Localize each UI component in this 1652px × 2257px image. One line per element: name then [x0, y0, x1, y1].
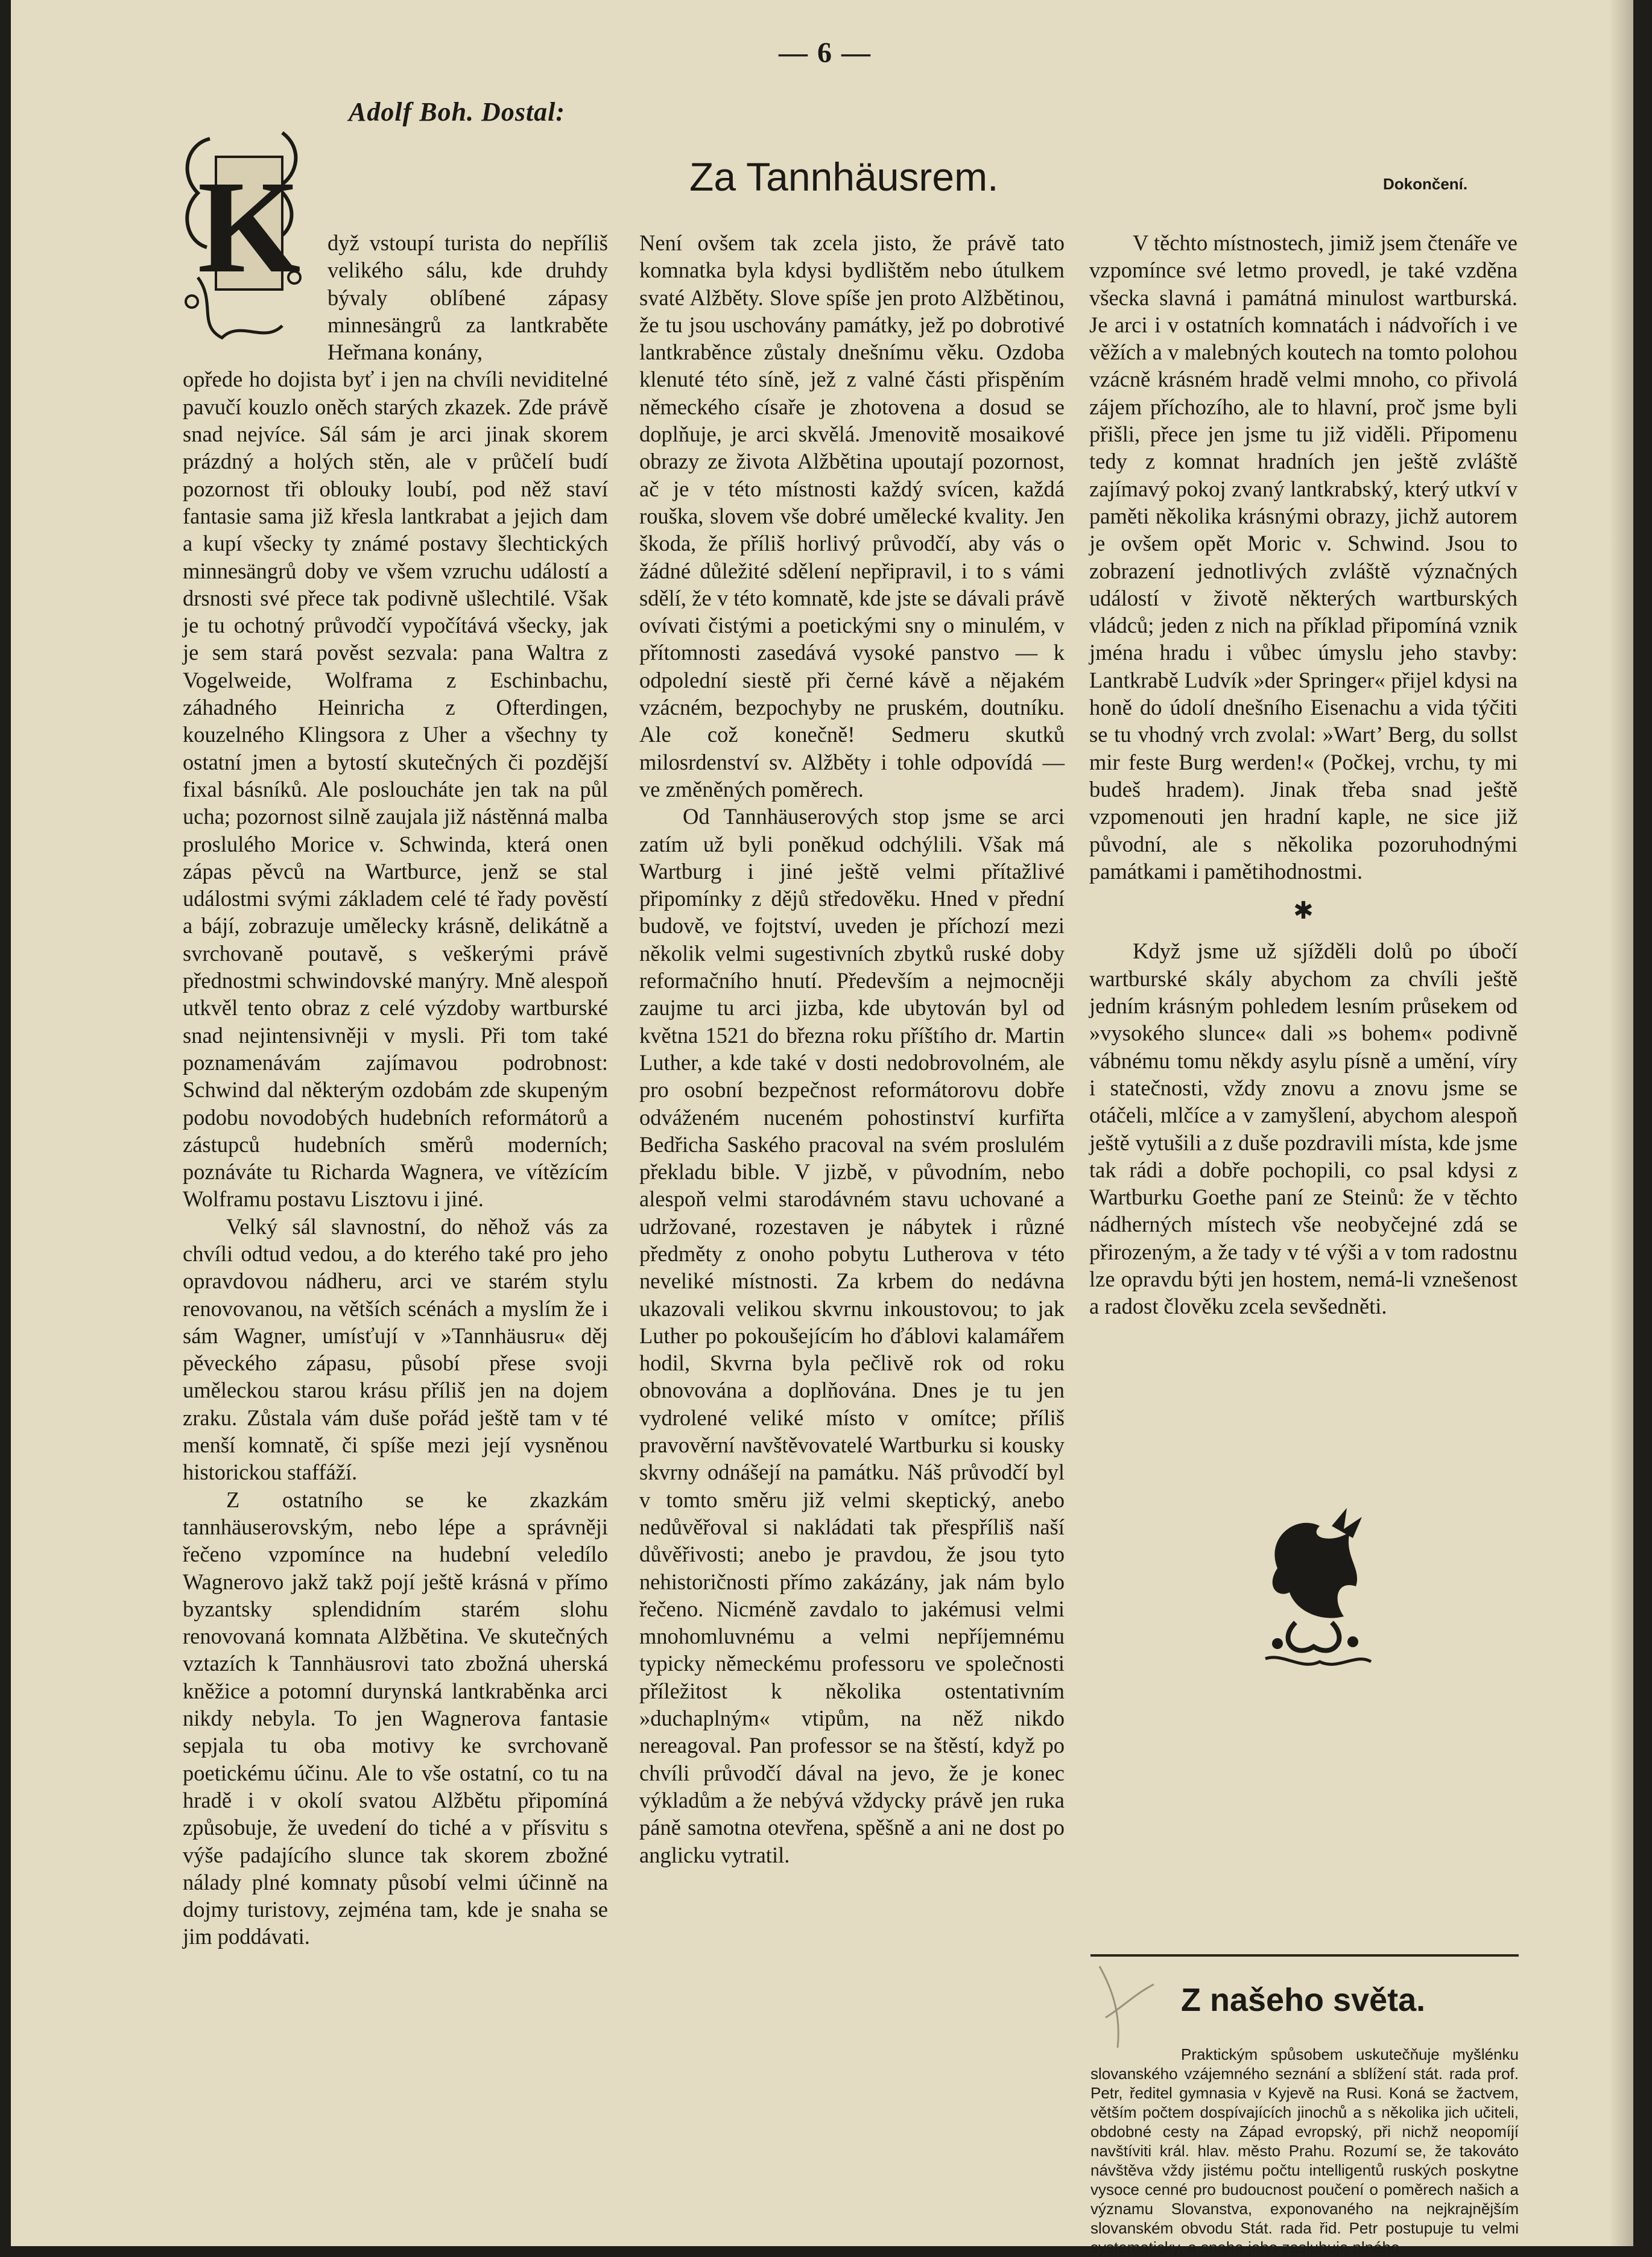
paragraph: Z ostatního se ke zkazkám tannhäuserovským, nebo lépe a správněji řečeno vzpomínce na hudební veledílo Wagnerovo jakž takž pojí ještě krásná v přímo byzantsky splendidním starém slohu renovovaná komnata Alžbětina. Ve skutečných vztazích k Tannhäusrovi tato zbožná uherská kněžice a potomní durynská lantkraběnka arci nikdy nebyla. To jen Wagnerova fantasie sepjala tu oba motivy ke svrchovaně poetickému účinu. Ale to vše ostatní, co tu na hradě i v okolí svatou Alžbětu připomíná způsobuje, že uvedení do tiché a v přísvitu s výše padajícího slunce tak skorem zbožné nálady plné komnaty působí velmi účinně na dojmy turistovy, zejména tam, kde je snaha se jim poddávati.	[183, 1487, 608, 1949]
paragraph: Od Tannhäuserových stop jsme se arci zatím už byli poněkud odchýlili. Však má Wartburg i jiné ještě velmi přítažlivé připomínky z dějů středověku. Hned v přední budově, ve fojtství, uveden je příchozí mezi několik velmi sugestivních zbytků ruské doby reformačního hnutí. Především a nejmocněji zaujme tu arci jizba, kde ubytován byl od května 1521 do března roku příštího dr. Martin Luther, a kde také v dosti nedobrovolném, ale pro osobní bezpečnost reformátorovu dobře odváženém nuceném pohostinství kurfiřta Bedřicha Saského pracoval na svém proslulém překladu bible. V jizbě, v původním, nebo alespoň velmi starodávném stavu uchované a udržované, rozestaven je nábytek i různé předměty z onoho pobytu Lutherova v této neveliké místnosti. Za krbem do nedávna ukazovali velikou skvrnu inkoustovou; to jak Luther po pokoušejícím ho ďáblovi kalamářem hodil, Skvrna byla pečlivě rok od roku obnovována a doplňována. Dnes je tu jen vydrolené veliké místo v omítce; příliš pravověrní navštěvovatelé Wartburku si kousky skvrny odnášejí na památku. Náš průvodčí byl v tomto směru již velmi skeptický, anebo nedůvěřoval si nakládati tak přespříliš naší důvěřivosti; anebo je pravdou, že jsou tyto nehistoričnosti přímo zakázány, jak nám bylo řečeno. Nicméně zavdalo to jakémusi velmi mnohomluvnému a velmi nepříjemnému typicky německému professoru ve společnosti příležitost k několika ostentativním »duchaplným« vtipům, na něž nikdo nereagoval. Pan professor se na štěstí, když po chvíli průvodčí dával na jevo, že je konec výkladům a že nebývá vždycky právě jen ruka páně samotna otevřena, spěšně a ani ne dost po anglicku vytratil.	[639, 804, 1065, 1867]
news-column	[1090, 2045, 1519, 2257]
column-1	[183, 229, 608, 1951]
svg-text:K: K	[197, 153, 301, 300]
section-separator: ✱	[1293, 897, 1314, 925]
author-byline: Adolf Boh. Dostal:	[349, 97, 566, 127]
paragraph: Není ovšem tak zcela jisto, že právě tato komnatka byla kdysi bydlištěm nebo útulkem svaté Alžběty. Slove spíše jen proto Alžbětinou, že tu jsou uschovány památky, jež po dobrotivé lantkraběnce zůstaly dnešnímu věku. Ozdoba klenuté této síně, jež z valné části přispěním německého císaře je zhotovena a dosud se doplňuje, je arci skvělá. Jmenovitě mosaikové obrazy ze života Alžbětina upoutají pozornost, ač je v této místnosti každý svícen, každá rouška, slovem vše dobré umělecké kvality. Jen škoda, že příliš horlivý průvodčí, aby vás o žádné důležité sdělení nepřipravil, i to s vámi sdělí, že v této komnatě, kde jste se dávali právě ovívati čistými a poetickými sny o minulém, v přítomnosti zasedává vysoké panstvo — k odpolední siestě při černé kávě a nějakém vzácném, bezpochyby ne pruském, doutníku. Ale což konečně! Sedmeru skutků milosrdenství sv. Alžběty i tohle odpovídá — ve změněných poměrech.	[639, 230, 1065, 802]
paragraph: opřede ho dojista byť i jen na chvíli neviditelné pavučí kouzlo oněch starých zkazek. Zde právě snad nejvíce. Sál sám je arci jinak skorem prázdný a holých stěn, ale v průčelí budí pozornost tři oblouky loubí, pod něž staví fantasie sama již křesla lantkrabat a jejich dam a kupí všecky ty známé postavy šlechtických minnesängrů doby ve všem vzruchu událostí a drsnosti své přece tak podivně ušlechtilé. Však je tu ochotný průvodčí vypočítává všecky, jak je sem stará pověst sezvala: pana Waltra z Vogelweide, Wolframa z Eschinbachu, záhadného Heinricha z Ofterdingen, kouzelného Klingsora z Uher a všechny ty ostatní jmen a bytostí skutečných či pozdější fixal básníků. Ale posloucháte jen tak na půl ucha; pozornost silně zaujala již nástěnná malba proslulého Morice v. Schwinda, která onen zápas pěvců na Wartburce, jenž se stal událostmi svými základem celé té řady pověstí a bájí, zobrazuje umělecky krásně, delikátně a svrchovaně poutavě, s veškerými právě přednostmi schwindovské manýry. Mně alespoň utkvěl tento obraz z celé výzdoby wartburské snad nejintensivněji v mysli. Při tom také poznamenávám zajímavou podrobnost: Schwind dal některým ozdobám zde skupeným podobu novodobých hudebních reformátorů a zástupců hudebních směrů moderních; poznáváte tu Richarda Wagnera, ve vítězícím Wolframu postavu Lisztovu i jiné.	[183, 367, 608, 1212]
dragon-vignette-icon	[1241, 1502, 1386, 1677]
paragraph: Když jsme už sjížděli dolů po úbočí wartburské skály abychom za chvíli ještě jedním krásným pohledem lesním průsekem od »vysokého slunce« dali »s bohem« podivně vábnému tomu někdy asylu písně a umění, víry i statečnosti, vždy znovu a znovu jsme se otáčeli, mlčíce a v zamyšlení, abychom alespoň ještě vytušili a z duše pozdravili místa, kde jsme tak rádi a dobře pochopili, co psal kdysi z Wartburku Goethe paní ze Steinů: že v těchto nádherných místech vše neobyčejné zdá se přirozeným, a že tady v té výši a v tom radostnu lze opravdu býti jen hostem, nemá-li vznešenost a radost člověku zcela sevšedněti.	[1089, 939, 1517, 1319]
continuation-note: Dokončení.	[1383, 175, 1468, 193]
column-2	[639, 229, 1065, 1869]
page-number: — 6 —	[779, 37, 872, 69]
newspaper-page	[11, 0, 1633, 2256]
paragraph: Velký sál slavnostní, do něhož vás za chvíli odtud vedou, a do kterého také pro jeho opravdovou nádheru, arci ve starém stylu renovovanou, na větších scénách a myslím že i sám Wagner, umísťují v »Tannhäusru« děj pěveckého zápasu, působí přese svoji uměleckou starou krásu příliš jen na dojem zraku. Zůstala vám duše pořád ještě tam v té menší komnatě, či spíše mezi její vysněnou historickou staffáží.	[183, 1214, 608, 1485]
dropcap-text: dyž vstoupí turista do nepříliš velikého sálu, kde druhdy bývaly oblíbené zápasy minnesängrů za lantkraběte Heřmana konány,	[328, 230, 608, 365]
news-paragraph: Praktickým spůsobem uskutečňuje myšlénku slovanského vzájemného seznání a sblížení stát. rada prof. Petr, ředitel gymnasia v Kyjevě na Rusi. Koná se žactvem, větším počtem dospívajících jinochů a s několika jich učiteli, obdobné cesty na Západ evropský, při nichž neopomíjí navštíviti král. hlav. město Prahu. Rozumí se, že takováto návštěva vždy jistému počtu intelligentů ruských poskytne vysoce cenné pro budoucnost poučení o poměrech našich a významu Slovanstva, exponovaného na nejkrajnějším slovanském obvodu Stát. rada řid. Petr postupuje tu velmi systematicky, a snaha jeho zasluhuje plného	[1090, 2045, 1519, 2256]
pen-mark-icon	[1087, 1960, 1160, 2051]
page-edge	[1609, 0, 1633, 2246]
paragraph: V těchto místnostech, jimiž jsem čtenáře ve vzpomínce své letmo provedl, je také vzděna všecka slavná i památná minulost wartburská. Je arci i v ostatních komnatách i nádvořích i ve věžích a v malebných koutech na tomto polohou vzácně krásném hradě velmi mnoho, co přivolá zájem příchozího, ale to hlavní, proč jsme byli přišli, přece jen jsme tu již viděli. Připomenu tedy z komnat hradních jen ještě zvláště zajímavý pokoj zvaný lantkrabský, který utkví v paměti několika krásnými obrazy, jichž autorem je ovšem opět Moric v. Schwind. Jsou to zobrazení jednotlivých zvláště význačných událostí v životě některých wartburských vládců; jeden z nich na příklad připomíná vznik jména hradu i vůbec úmyslu jeho stavby: Lantkrabě Ludvík »der Springer« přijel kdysi na honě do údolí dnešního Eisenachu a vida týčiti se tu vhodný vrch zvolal: »Wart’ Berg, du sollst mir feste Burg werden!« (Počkej, vrchu, ty mi budeš hradem). Jinak třeba snad ještě vzpomenouti jen hradní kaple, ne sice již původní, ale s několika pozoruhodnými památkami i pamětihodnostmi.	[1089, 230, 1517, 884]
dropcap-paragraph	[183, 229, 608, 366]
article-title: Za Tannhäusrem.	[689, 154, 999, 199]
section-rule	[1090, 1954, 1519, 1957]
column-3	[1089, 229, 1517, 1320]
section-heading: Z našeho světa.	[1181, 1982, 1426, 2018]
